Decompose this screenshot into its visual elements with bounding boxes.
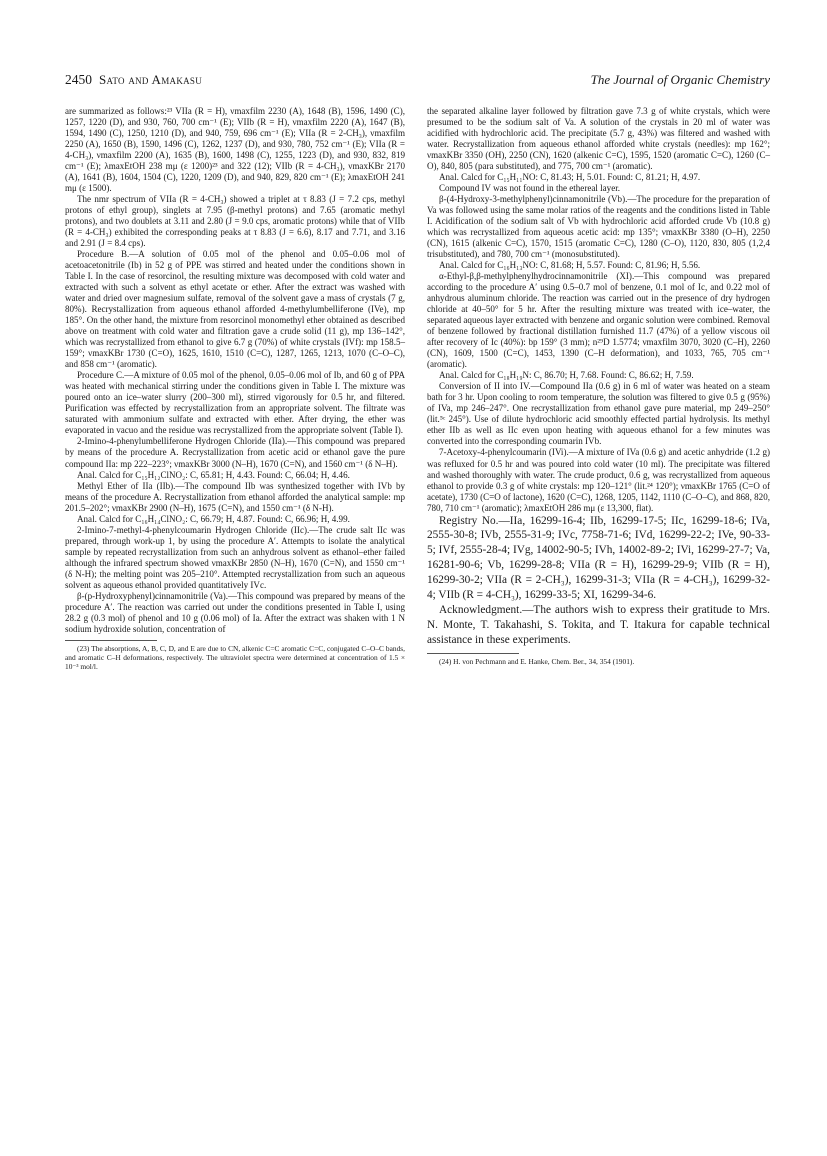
paragraph: 2-Imino-7-methyl-4-phenylcoumarin Hydrogen Chloride (IIc).—The crude salt IIc was prepared, through work-up 1, by using the procedure A′. Attempts to isolate the analytical sample by repeated recrystallization from such an anhydrous solvent as ethanol–ether failed although the infrared spectrum showed νmaxKBr 2850 (N–H), 1670 (C=N), and 1550 cm⁻¹ (δ N-H); the melting point was 205–210°. Attempted recrystallization from such an aqueous solvent as aqueous ethanol provided quantitatively IVc. bbox=[65, 524, 405, 590]
paragraph: Methyl Ether of IIa (IIb).—The compound IIb was synthesized together with IVb by means of the procedure A. Recrystallization from ethanol afforded the analytical sample: mp 201.5–202°; νmaxKBr 2900 (N–H), 1675 (C=N), and 1550 cm⁻¹ (δ N-H). bbox=[65, 480, 405, 513]
page-number: 2450 bbox=[65, 72, 92, 87]
paragraph: are summarized as follows:²³ VIIa (R = H), νmaxfilm 2230 (A), 1648 (B), 1596, 1490 (C), 1257, 1220 (D), and 930, 760, 700 cm⁻¹ (E); VIIb (R = H), νmaxfilm 2220 (A), 1647 (B), 1594, 1490 (C), 1250, 1210 (D), and 940, 759, 696 cm⁻¹ (E); VIIa (R = 2-CH₃), νmaxfilm 2250 (A), 1650 (B), 1590, 1496 (C), 1262, 1237 (D), and 930, 780, 752 cm⁻¹ (E); VIIa (R = 4-CH₃), νmaxfilm 2200 (A), 1635 (B), 1600, 1498 (C), 1255, 1223 (D), and 930, 832, 819 cm⁻¹ (E); λmaxEtOH 238 mμ (ε 1200)²³ and 322 (12); VIIb (R = 4-CH₃), νmaxKBr 2170 (A), 1641 (B), 1604, 1504 (C), 1220, 1209 (D), and 940, 829, 820 cm⁻¹ (E); λmaxEtOH 241 mμ (ε 1500). bbox=[65, 106, 405, 194]
paragraph: The nmr spectrum of VIIa (R = 4-CH₃) showed a triplet at τ 8.83 (J = 7.2 cps, methyl protons of ethyl group), singlets at 7.95 (β-methyl protons) and 7.65 (aromatic methyl protons), and two doublets at 3.11 and 2.80 (J = 9.0 cps, aromatic protons) while that of VIIb (R = 4-CH₃) exhibited the corresponding peaks at τ 8.83 (J = 6.6), 8.17 and 7.71, and 3.16 and 2.91 (J = 8.4 cps). bbox=[65, 194, 405, 249]
paragraph: Anal. Calcd for C₁₆H₁₃NO: C, 81.68; H, 5.57. Found: C, 81.96; H, 5.56. bbox=[439, 260, 701, 271]
paragraph: Conversion of II into IV.—Compound IIa (0.6 g) in 6 ml of water was heated on a steam bath for 3 hr. Upon cooling to room temperature, the solution was filtered to give 0.5 g (95%) of IVa, mp 246–247°. One recrystallization from ethanol gave pure material, mp 249–250° (lit.⁵ᶜ 245°). Use of dilute hydrochloric acid smoothly effected partial hydrolysis. Its methyl ether IIb as well as IIc even upon heating with aqueous ethanol for a few minutes was converted into the corresponding coumarin IVb. bbox=[427, 381, 770, 447]
paragraph: α-Ethyl-β,β-methylphenylhydrocinnamonitrile (XI).—This compound was prepared according to the procedure A′ using 0.5–0.7 mol of benzene, 0.1 mol of Ic, and 0.22 mol of anhydrous aluminum chloride. The reaction was carried out in the presence of dry hydrogen chloride at 40–50° for 5 hr. After the resulting mixture was treated with ice–water, the separated aqueous layer extracted with benzene and organic solution were combined. Removal of benzene followed by fractional distillation furnished 11.7 (47%) of a yellow viscous oil after recovery of Ic (40%): bp 159° (3 mm); n²⁹D 1.5774; νmaxfilm 3070, 3020 (C–H), 2260 (CN), 1609, 1500 (C=C), 1453, 1390 (C–H deformation), and 1033, 765, 705 cm⁻¹ (aromatic). bbox=[427, 271, 770, 370]
paragraph: Compound IV was not found in the ethereal layer. bbox=[439, 183, 620, 194]
paragraph: Anal. Calcd for C₁₅H₁₁NO: C, 81.43; H, 5.01. Found: C, 81.21; H, 4.97. bbox=[439, 172, 701, 183]
right-column bbox=[427, 106, 770, 666]
footnote-rule bbox=[427, 653, 519, 654]
paragraph: the separated alkaline layer followed by filtration gave 7.3 g of white crystals, which were presumed to be the sodium salt of Va. A solution of the crystals in 20 ml of water was acidified with hydrochloric acid. The precipitate (5.7 g, 43%) was filtered and washed with water. Recrystallization from aqueous ethanol afforded white crystals (needles): mp 162°; νmaxKBr 3350 (OH), 2250 (CN), 1620 (alkenic C=C), 1595, 1520 (aromatic C=C), 1260 (C–O), 840, 805 (para substituted), and 775, 700 cm⁻¹ (aromatic). bbox=[427, 106, 770, 172]
registry-numbers: Registry No.—IIa, 16299-16-4; IIb, 16299-17-5; IIc, 16299-18-6; IVa, 2555-30-8; IVb, 2555-31-9; IVc, 7758-71-6; IVd, 16299-22-2; IVe, 90-33-5; IVf, 2555-28-4; IVg, 14002-90-5; IVh, 14002-89-2; IVi, 16299-27-7; Va, 16281-90-6; Vb, 16299-28-8; VIIa (R = H), 16299-29-9; VIIb (R = H), 16299-30-2; VIIa (R = 2-CH₃), 16299-31-3; VIIa (R = 4-CH₃), 16299-32-4; VIIb (R = 4-CH₃), 16299-33-5; XI, 16299-34-6. bbox=[427, 514, 770, 602]
footnote: (23) The absorptions, A, B, C, D, and E are due to CN, alkenic C=C aromatic C=C, conjugated C–O–C bands, and aromatic C–H deformations, respectively. The ultraviolet spectra were determined at concentration of 1.5 × 10⁻³ mol/l. bbox=[65, 643, 405, 672]
acknowledgment: Acknowledgment.—The authors wish to express their gratitude to Mrs. N. Monte, T. Takahashi, S. Tokita, and T. Itakura for capable technical assistance in these experiments. bbox=[427, 604, 770, 646]
paragraph: Procedure B.—A solution of 0.05 mol of the phenol and 0.05–0.06 mol of acetoacetonitrile (Ib) in 52 g of PPE was stirred and heated under the conditions shown in Table I. In the case of resorcinol, the resulting mixture was decomposed with cold water and extracted with such a solvent as ethyl acetate or ether. After the extract was washed with water and dried over magnesium sulfate, removal of the solvent gave a mass of crystals (7 g, 80%). Recrystallization from aqueous ethanol afforded 4-methylumbelliferone (IVe), mp 185°. On the other hand, the mixture from resorcinol monomethyl ether obtained as described above on treatment with cold water and filtration gave a crude solid (11 g), mp 136–142°, which was recrystallized from ethanol to give 6.7 g (70%) of white crystals (IVf): mp 158.5–159°; νmaxKBr 1730 (C=O), 1625, 1610, 1510 (C=C), 1287, 1265, 1213, 1070 (C–O–C), and 858 cm⁻¹ (aromatic). bbox=[65, 249, 405, 370]
footnote: (24) H. von Pechmann and E. Hanke, Chem. Ber., 34, 354 (1901). bbox=[439, 656, 635, 666]
running-head: Sato and Amakasu bbox=[99, 72, 203, 87]
paragraph: β-(p-Hydroxyphenyl)cinnamonitrile (Va).—This compound was prepared by means of the procedure A′. The reaction was carried out under the conditions presented in Table I, using 28.2 g (0.3 mol) of phenol and 10 g (0.06 mol) of Ia. After the extract was shaken with 1 N sodium hydroxide solution, concentration of bbox=[65, 590, 405, 634]
footnote-rule bbox=[65, 640, 157, 641]
paragraph: Anal. Calcd for C₁₈H₁₉N: C, 86.70; H, 7.68. Found: C, 86.62; H, 7.59. bbox=[439, 370, 694, 381]
paragraph: Procedure C.—A mixture of 0.05 mol of the phenol, 0.05–0.06 mol of Ib, and 60 g of PPA was heated with mechanical stirring under the conditions given in Table I. The mixture was poured onto an ice–water slurry (200–300 ml), stirred vigorously for 0.5 hr, and filtered. Purification was effected by recrystallization from an appropriate solvent. The filtrate was saturated with ammonium sulfate and extracted with ether. After drying, the ether was evaporated in vacuo and the residue was recrystallized from the appropriate solvent (Table I). bbox=[65, 370, 405, 436]
journal-name: The Journal of Organic Chemistry bbox=[590, 72, 770, 87]
paragraph: 2-Imino-4-phenylumbelliferone Hydrogen Chloride (IIa).—This compound was prepared by means of the procedure A. Recrystallization from acetic acid or ethanol gave the pure compound IIa: mp 222–223°; νmaxKBr 3000 (N–H), 1670 (C=N), and 1560 cm⁻¹ (δ N–H). bbox=[65, 436, 405, 469]
paragraph: Anal. Calcd for C₁₆H₁₄ClNO₂: C, 66.79; H, 4.87. Found: C, 66.96; H, 4.99. bbox=[77, 513, 350, 524]
paragraph: 7-Acetoxy-4-phenylcoumarin (IVi).—A mixture of IVa (0.6 g) and acetic anhydride (1.2 g) was refluxed for 0.5 hr and was poured into cold water (10 ml). The precipitate was filtered and washed thoroughly with water. The crude product, 0.6 g, was recrystallized from aqueous ethanol to provide 0.3 g of white crystals: mp 120–121° (lit.²⁴ 120°); νmaxKBr 1765 (C=O of acetate), 1730 (C=O of lactone), 1620 (C=C), 1268, 1205, 1142, 1110 (C–O–C), and 868, 820, 780, 710 cm⁻¹ (aromatic); λmaxEtOH 286 mμ (ε 13,300, flat). bbox=[427, 447, 770, 513]
paragraph: β-(4-Hydroxy-3-methylphenyl)cinnamonitrile (Vb).—The procedure for the preparation of Va was followed using the same molar ratios of the reagents and the conditions listed in Table I. Acidification of the sodium salt of Vb with hydrochloric acid afforded crude Vb (10.8 g) which was recrystallized from aqueous acetic acid: mp 135°; νmaxKBr 3380 (O–H), 2250 (CN), 1615 (alkenic C=C), 1570, 1515 (aromatic C=C), 1280 (C–O), 1120, 830, 805 (1,2,4 trisubstituted), and 780, 700 cm⁻¹ (monosubstituted). bbox=[427, 194, 770, 260]
paragraph: Anal. Calcd for C₁₅H₁₂ClNO₂: C, 65.81; H, 4.43. Found: C, 66.04; H, 4.46. bbox=[77, 469, 350, 480]
page-header bbox=[65, 72, 770, 92]
left-column bbox=[65, 106, 405, 672]
